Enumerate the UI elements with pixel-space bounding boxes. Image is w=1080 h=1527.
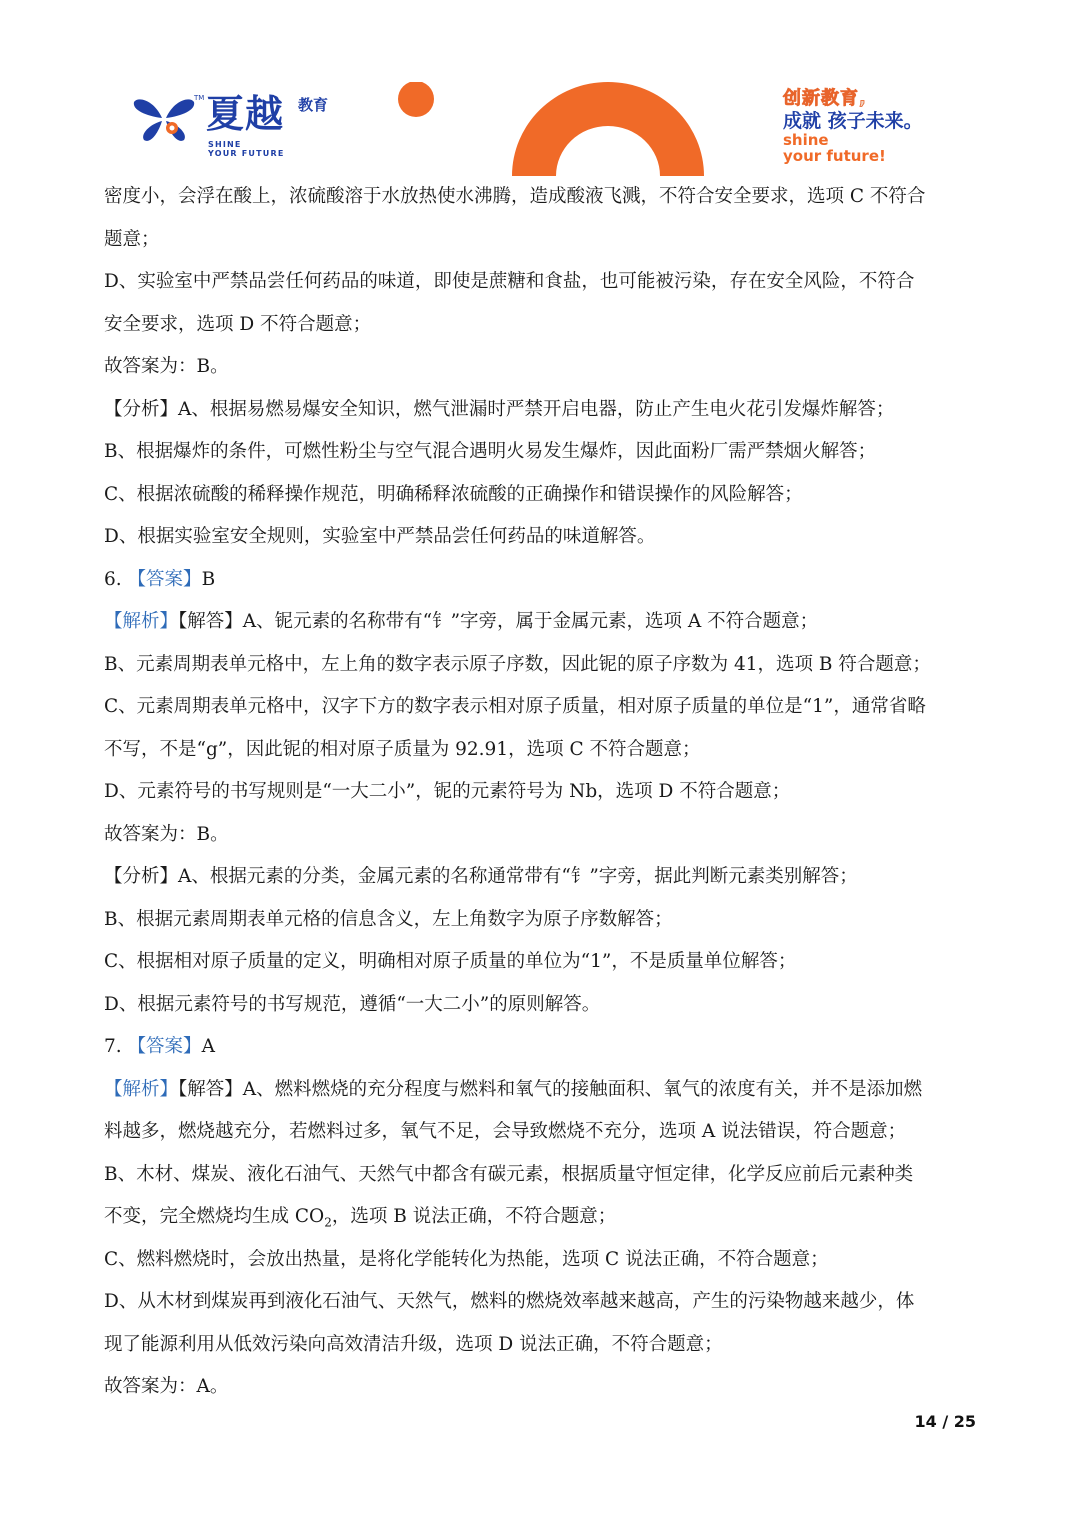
text-line [104,644,980,687]
text-segment: 【分析】A、根据易燃易爆安全知识，燃气泄漏时严禁开启电器，防止产生电火花引发爆炸解答； [104,398,895,420]
text-segment: C、根据浓硫酸的稀释操作规范，明确稀释浓硫酸的正确操作和错误操作的风险解答； [104,483,803,505]
text-segment: C、元素周期表单元格中，汉字下方的数字表示相对原子质量，相对原子质量的单位是“1”，通常省略 [104,696,926,717]
text-line [104,1281,980,1324]
text-segment: A [201,1036,215,1057]
text-segment: 故答案为：B。 [104,823,229,845]
text-segment: B、木材、煤炭、液化石油气、天然气中都含有碳元素，根据质量守恒定律，化学反应前后元素种类 [104,1163,914,1185]
text-line [104,984,980,1027]
text-segment: B、根据元素周期表单元格的信息含义，左上角数字为原子序数解答； [104,908,673,930]
text-line [104,261,980,304]
logo-english-name [208,140,285,158]
text-line [104,346,980,389]
slogan-block [783,88,983,164]
logo-education-label: 教育 [298,96,329,114]
text-line [104,516,980,559]
text-line [104,389,980,432]
text-segment: B、根据爆炸的条件，可燃性粉尘与空气混合遇明火易发生爆炸，因此面粉厂需严禁烟火解答； [104,441,877,462]
text-line [104,1154,980,1197]
slogan-line-4: your future! [783,147,886,165]
page-number: 14 / 25 [914,1412,976,1431]
logo-english-line-1: SHINE [208,140,242,149]
text-segment: D、实验室中严禁品尝任何药品的味道，即使是蔗糖和食盐，也可能被污染，存在安全风险，不符合 [104,271,915,292]
text-line [104,941,980,984]
slogan-line-2: 成就 孩子未来。 [783,110,923,132]
text-segment: D、根据元素符号的书写规范，遵循“一大二小”的原则解答。 [104,993,601,1015]
text-segment: 密度小，会浮在酸上，浓硫酸溶于水放热使水沸腾，造成酸液飞溅，不符合安全要求，选项 C 不符合 [104,186,926,207]
section-tag: 【答案】 [127,1036,202,1057]
text-segment: 现了能源利用从低效污染向高效清洁升级，选项 D 说法正确，不符合题意； [104,1333,723,1355]
text-segment: 7. [104,1036,128,1057]
text-segment: 故答案为：A。 [104,1376,229,1397]
text-line [104,1324,980,1367]
section-tag: 【答案】 [127,568,202,590]
text-segment: 料越多，燃烧越充分，若燃料过多，氧气不足，会导致燃烧不充分，选项 A 说法错误，符合题意； [104,1121,907,1142]
brand-logo [132,92,362,162]
section-tag: 【解析】 [104,1078,179,1100]
trademark-label: TM [194,94,205,102]
slogan-line-3: shine [783,131,829,149]
logo-chinese-name: 夏越 [206,92,285,136]
text-segment: D、根据实验室安全规则，实验室中严禁品尝任何药品的味道解答。 [104,526,656,547]
text-segment: 安全要求，选项 D 不符合题意； [104,313,372,335]
text-line [104,814,980,857]
text-line [104,1069,980,1112]
text-segment: D、从木材到煤炭再到液化石油气、天然气，燃料的燃烧效率越来越高，产生的污染物越来越少，体 [104,1291,915,1312]
text-segment: 题意； [104,228,160,250]
text-line [104,1111,980,1154]
text-line [104,1026,980,1069]
text-line [104,1239,980,1282]
text-line [104,686,980,729]
text-segment: 【解答】A、燃料燃烧的充分程度与燃料和氧气的接触面积、氧气的浓度有关，并不是添加燃 [178,1078,923,1100]
text-line [104,856,980,899]
text-segment: 不变，完全燃烧均生成 CO [104,1206,325,1227]
text-segment: D、元素符号的书写规则是“一大二小”，铌的元素符号为 Nb，选项 D 不符合题意； [104,781,791,802]
text-segment: C、根据相对原子质量的定义，明确相对原子质量的单位为“1”，不是质量单位解答； [104,951,797,972]
text-segment: 【解答】A、铌元素的名称带有“钅”字旁，属于金属元素，选项 A 不符合题意； [178,611,819,632]
text-segment: 不写，不是“g”，因此铌的相对原子质量为 92.91，选项 C 不符合题意； [104,738,701,760]
text-segment: B [201,568,216,590]
text-segment: 【分析】A、根据元素的分类，金属元素的名称通常带有“钅”字旁，据此判断元素类别解答； [104,866,858,887]
text-segment: C、燃料燃烧时，会放出热量，是将化学能转化为热能，选项 C 说法正确，不符合题意； [104,1248,829,1270]
text-line [104,431,980,474]
text-line [104,304,980,347]
text-line [104,601,980,644]
text-line [104,559,980,602]
slogan-line-1: 创新教育, [783,88,867,109]
subscript: 2 [324,1215,332,1230]
answer-explanation-body [104,176,980,1409]
text-line [104,1196,980,1239]
text-line [104,899,980,942]
text-line [104,729,980,772]
section-tag: 【解析】 [104,611,179,632]
text-line [104,219,980,262]
page-header [0,0,1080,180]
text-segment: 6. [104,568,128,590]
text-line [104,176,980,219]
butterfly-logo-icon [132,94,196,144]
text-line [104,1366,980,1409]
text-segment: 故答案为：B。 [104,356,229,377]
logo-english-line-2: YOUR FUTURE [208,149,285,158]
orange-arch-decoration-icon [392,82,712,176]
text-segment: ，选项 B 说法正确，不符合题意； [331,1206,617,1227]
text-line [104,474,980,517]
text-line [104,771,980,814]
text-segment: B、元素周期表单元格中，左上角的数字表示原子序数，因此铌的原子序数为 41，选项 B 符合题意； [104,653,931,675]
